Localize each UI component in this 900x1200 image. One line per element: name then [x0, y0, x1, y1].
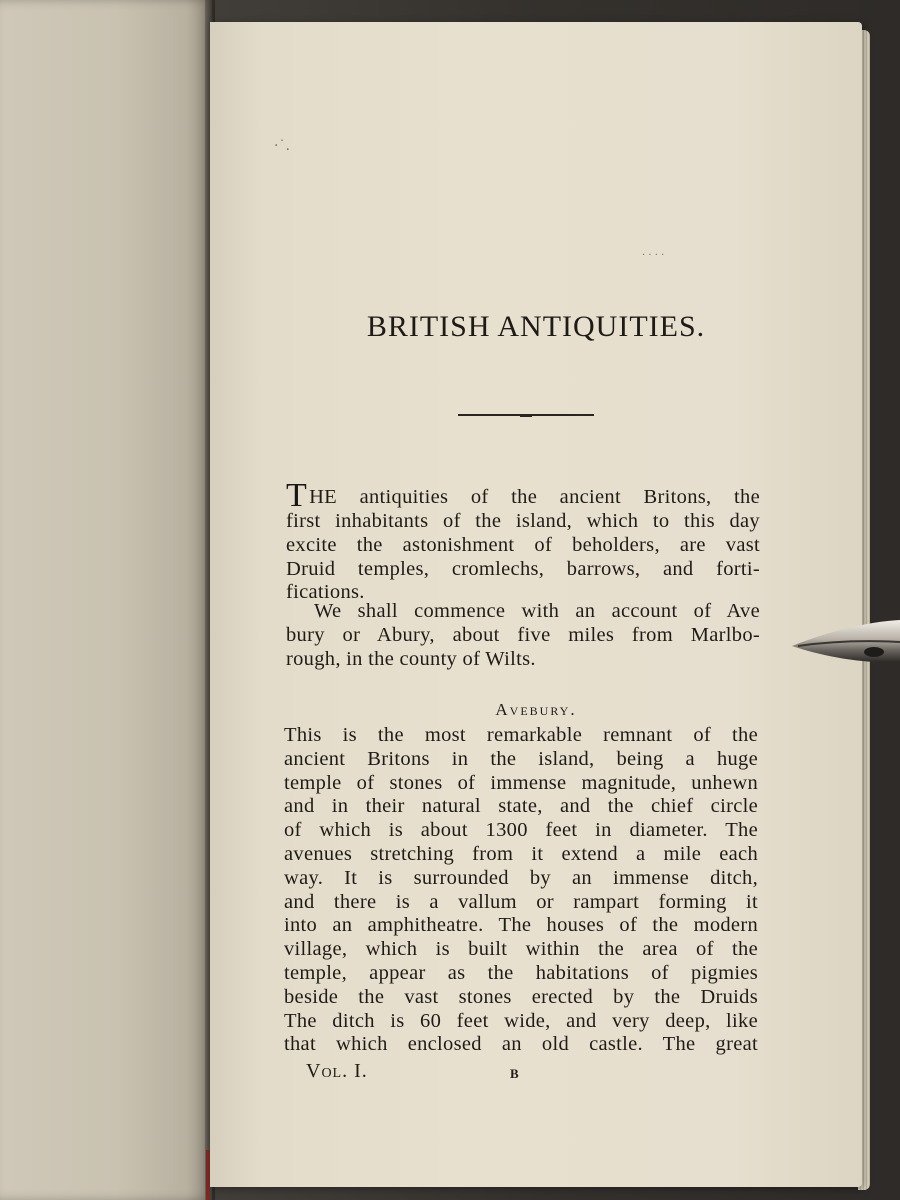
- text-line: excite the astonishment of beholders, are vast: [286, 533, 760, 556]
- text-line: rough, in the county of Wilts.: [286, 647, 536, 670]
- text-line: into an amphitheatre. The houses of the modern: [284, 914, 758, 937]
- text-line: ancient Britons in the island, being a huge: [284, 747, 758, 770]
- show-through-mark: · · · ·: [642, 250, 665, 261]
- text-line: village, which is built within the area of the: [284, 938, 758, 961]
- text-line: Druid temples, cromlechs, barrows, and forti-: [286, 557, 760, 580]
- text-line: This is the most remarkable remnant of the: [284, 724, 758, 746]
- paragraph-avebury: [284, 724, 758, 1057]
- text-line: temple, appear as the habitations of pigmies: [284, 961, 758, 984]
- text-line: beside the vast stones erected by the Druids: [284, 985, 758, 1008]
- text-line: We shall commence with an account of Ave: [314, 600, 760, 622]
- text-line: bury or Abury, about five miles from Marlbo-: [286, 623, 760, 646]
- show-through-mark: ·˙.: [274, 138, 290, 154]
- title-rule: [458, 414, 594, 416]
- volume-marker: Vol. I.: [306, 1060, 368, 1082]
- text-line: The ditch is 60 feet wide, and very deep, like: [284, 1009, 758, 1032]
- first-line: [286, 477, 760, 514]
- text-line: first inhabitants of the island, which to this day: [286, 510, 760, 532]
- text-line: and there is a vallum or rampart forming it: [284, 890, 758, 913]
- text-line: of which is about 1300 feet in diameter. The: [284, 819, 758, 842]
- text-line: and in their natural state, and the chief circle: [284, 795, 758, 818]
- text-line: way. It is surrounded by an immense ditch,: [284, 866, 758, 889]
- bookmark-pointer-icon: [792, 612, 900, 672]
- paragraph-commence: [286, 600, 760, 671]
- section-heading: Avebury.: [495, 700, 577, 719]
- book-page: [210, 22, 862, 1187]
- drop-cap: T: [286, 477, 308, 514]
- page-title: BRITISH ANTIQUITIES.: [366, 310, 706, 343]
- left-board-cover: [0, 0, 212, 1200]
- paragraph-intro: [286, 477, 760, 605]
- text-line: fications.: [286, 581, 365, 604]
- signature-mark: B: [510, 1066, 519, 1081]
- text-line: avenues stretching from it extend a mile each: [284, 842, 758, 865]
- text-line: temple of stones of immense magnitude, unhewn: [284, 771, 758, 794]
- first-line-text: HE antiquities of the ancient Britons, the: [309, 486, 760, 509]
- text-line: that which enclosed an old castle. The great: [284, 1033, 758, 1056]
